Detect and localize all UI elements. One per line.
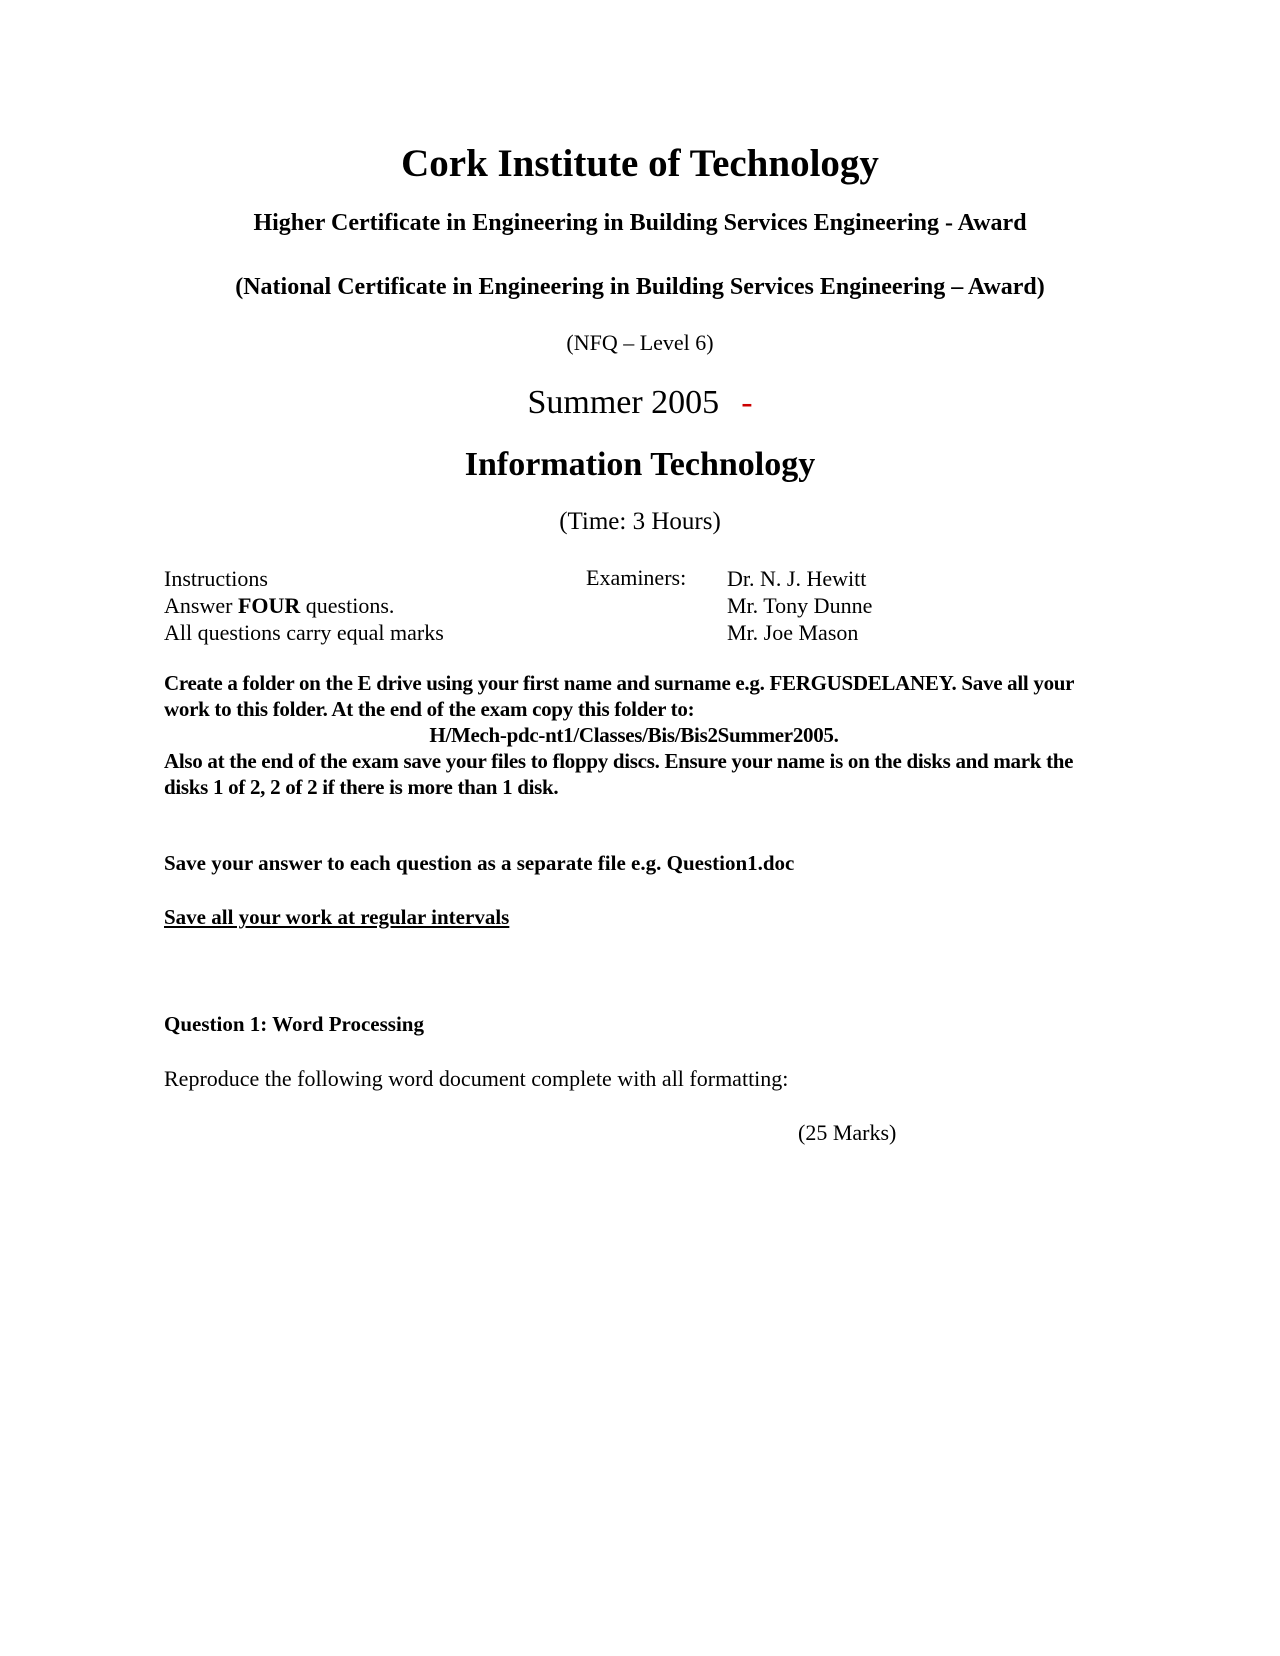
session-dash: -: [741, 384, 753, 421]
examiners-label: Examiners:: [586, 565, 687, 590]
examiner-name: Mr. Tony Dunne: [727, 593, 873, 618]
answer-suffix: questions.: [300, 593, 395, 618]
folder-instructions: [164, 670, 1104, 800]
examiners-list: [727, 565, 872, 646]
certificate-title: Higher Certificate in Engineering in Building Services Engineering - Award: [253, 210, 1027, 236]
exam-session: [0, 384, 1280, 422]
instructions-heading: Instructions: [164, 566, 268, 591]
instructions-block: [164, 565, 444, 646]
answer-count: FOUR: [237, 593, 301, 618]
subject-title: Information Technology: [464, 446, 816, 483]
examiner-name: Dr. N. J. Hewitt: [727, 566, 867, 591]
nfq-level: (NFQ – Level 6): [566, 330, 714, 355]
create-folder-text: Create a folder on the E drive using your first name and surname e.g. FERGUSDELANEY. Save all your work to this folder. At the end of the exam copy this folder to:: [164, 671, 1074, 721]
answer-prefix: Answer: [164, 593, 238, 618]
session-text: Summer 2005: [527, 384, 720, 421]
question-1-marks: (25 Marks): [798, 1120, 897, 1145]
folder-path: H/Mech-pdc-nt1/Classes/Bis/Bis2Summer2005.: [429, 723, 839, 747]
answer-instruction: [164, 592, 444, 619]
save-intervals-note: Save all your work at regular intervals: [164, 905, 510, 929]
exam-duration: (Time: 3 Hours): [559, 508, 721, 535]
marks-note: All questions carry equal marks: [164, 620, 444, 645]
question-1-instruction: Reproduce the following word document complete with all formatting:: [164, 1066, 789, 1091]
national-certificate-title: (National Certificate in Engineering in Building Services Engineering – Award): [235, 274, 1045, 300]
examiner-name: Mr. Joe Mason: [727, 620, 859, 645]
question-1-heading: Question 1: Word Processing: [164, 1012, 424, 1036]
separate-file-note: Save your answer to each question as a separate file e.g. Question1.doc: [164, 851, 795, 875]
institution-title: Cork Institute of Technology: [401, 142, 879, 185]
floppy-text: Also at the end of the exam save your files to floppy discs. Ensure your name is on the disks and mark the disks 1 of 2, 2 of 2 if there is more than 1 disk.: [164, 749, 1074, 799]
